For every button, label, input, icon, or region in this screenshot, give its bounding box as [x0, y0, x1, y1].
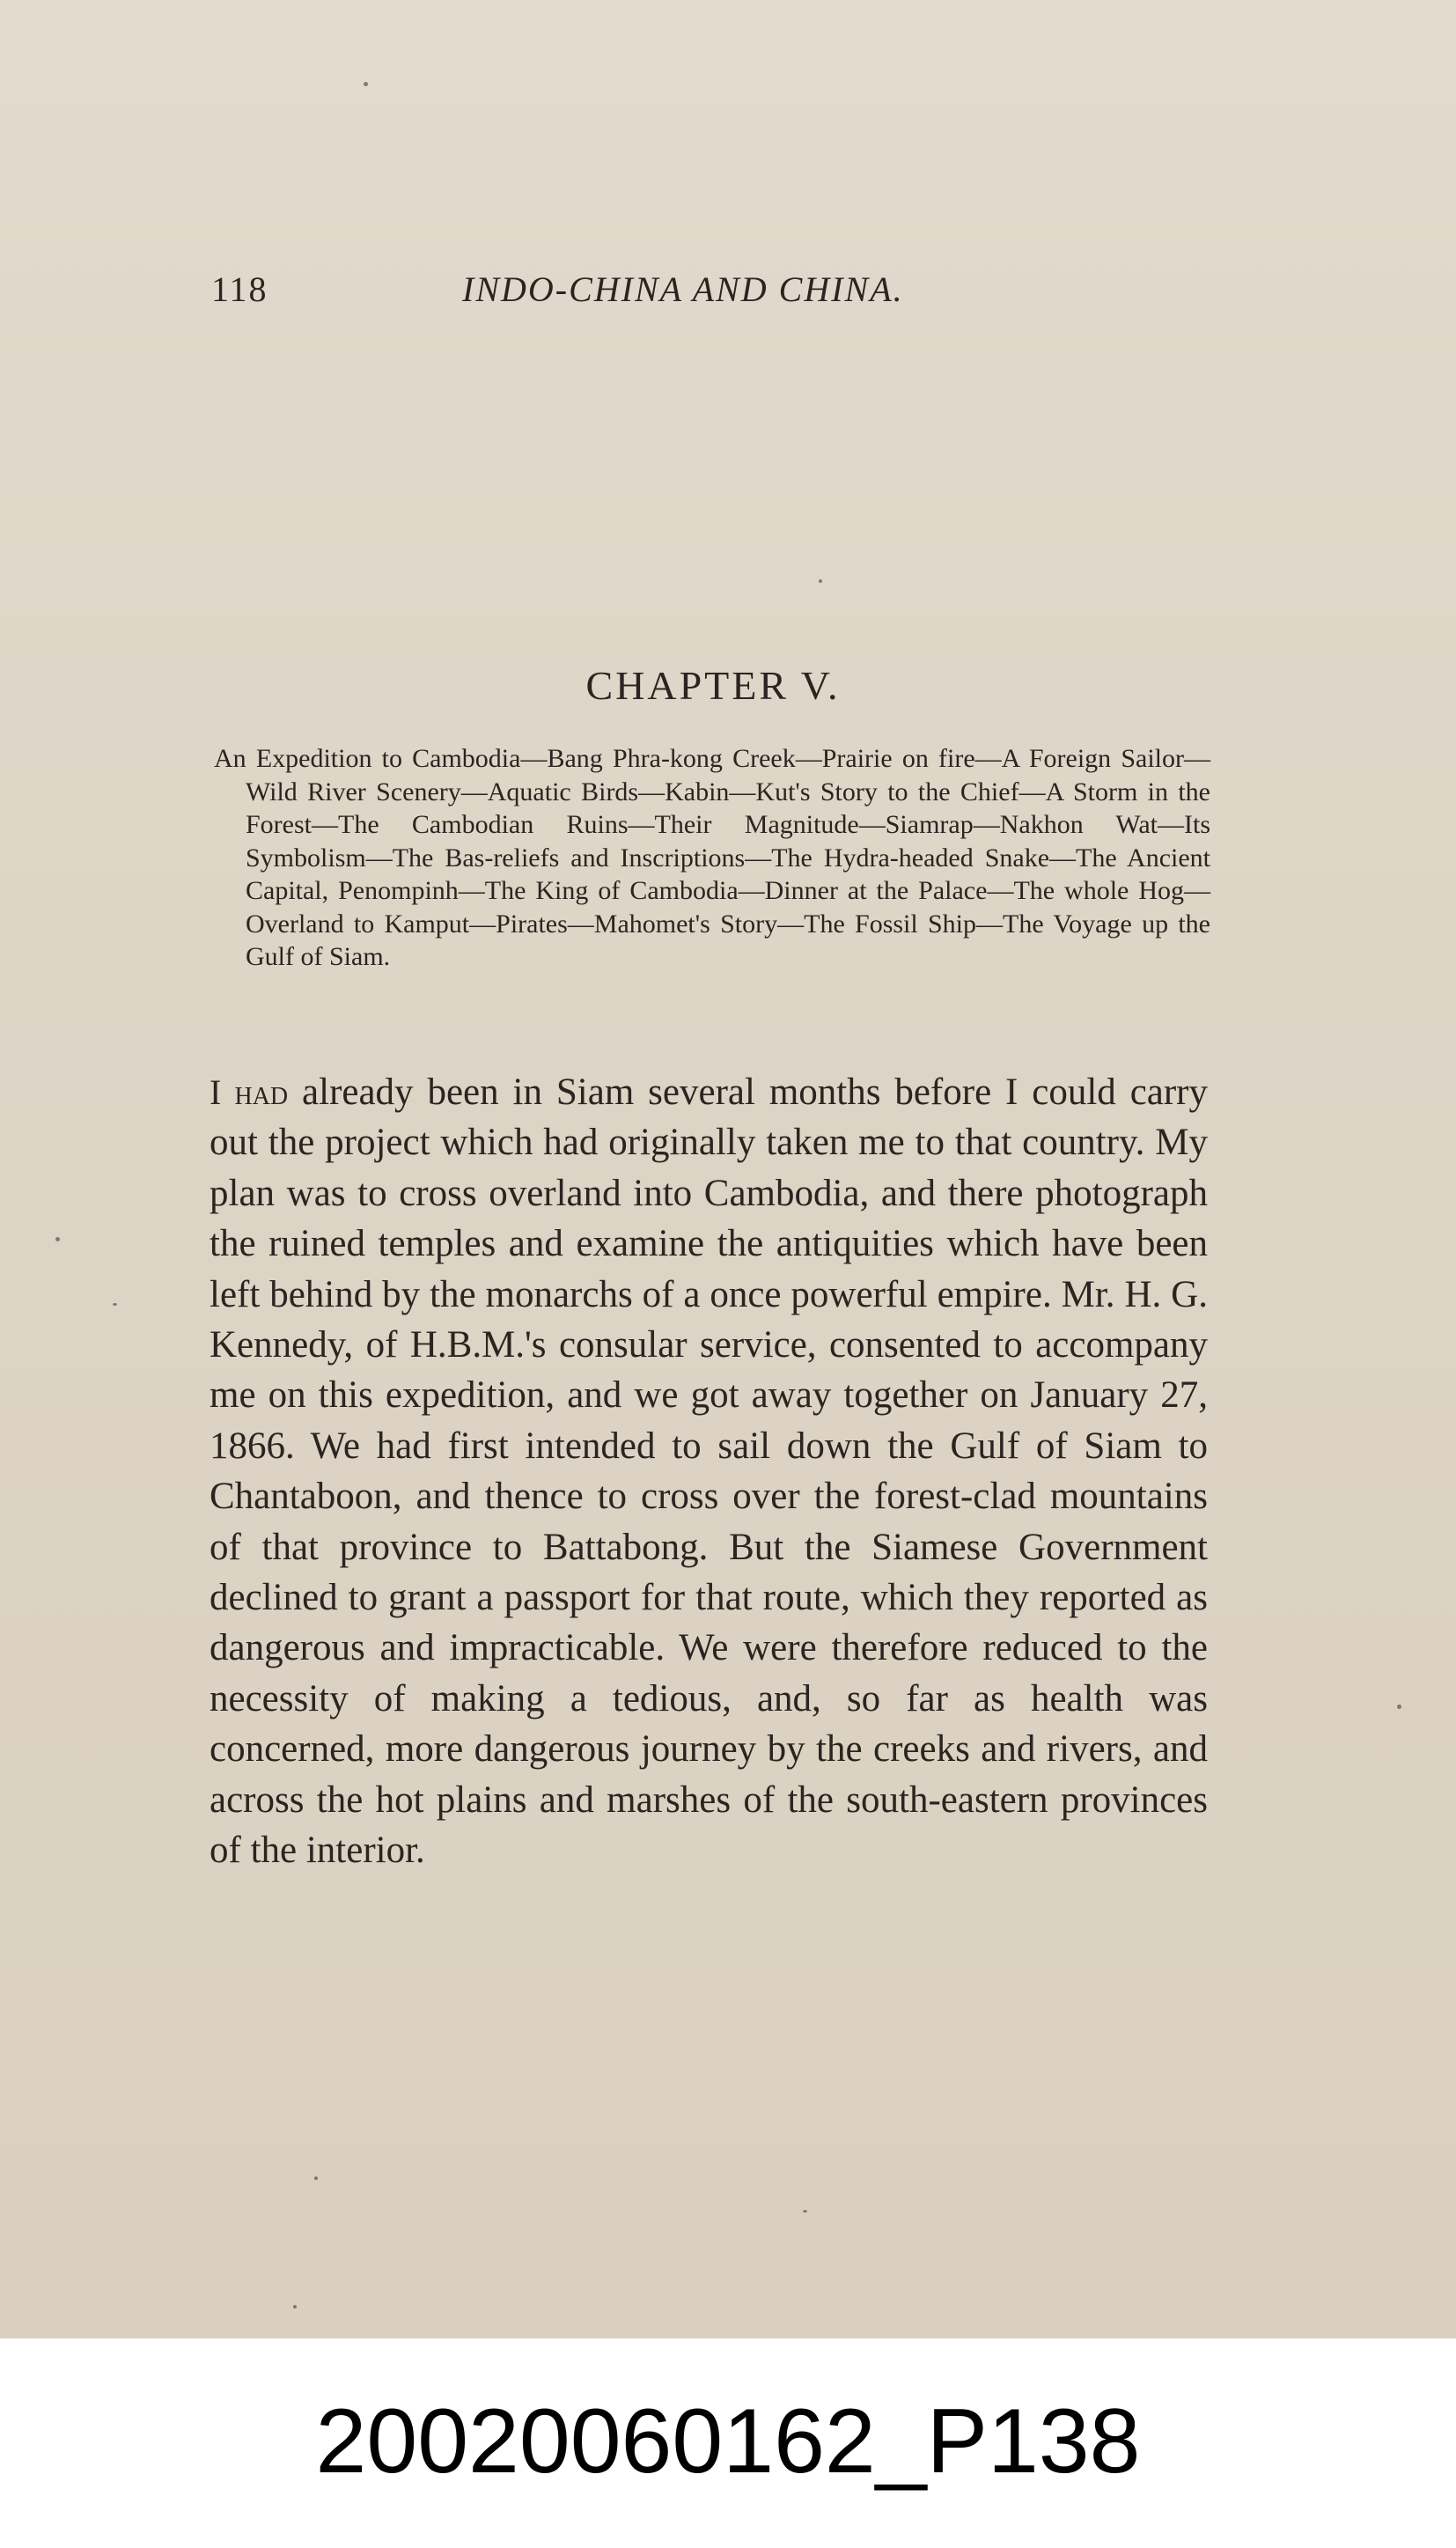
paper-speck: [819, 579, 822, 583]
body-lead-in: I had: [210, 1072, 289, 1112]
scan-label: 20020060162_P138: [315, 2390, 1141, 2493]
paper-speck: [364, 82, 368, 86]
chapter-synopsis: An Expedition to Cambodia—Bang Phra-kong Creek—Prairie on fire—A Foreign Sailor—Wild River Scenery—Aquatic Birds—Kabin—Kut's Story to the Chief—A Storm in the Forest—The Cambodian Ruins—Their Magnitude—Siamrap—Nakhon Wat—Its Symbolism—The Bas-reliefs and Inscriptions—The Hydra-headed Snake—The Ancient Capital, Penompinh—The King of Cambodia—Dinner at the Palace—The whole Hog—Overland to Kamput—Pirates—Mahomet's Story—The Fossil Ship—The Voyage up the Gulf of Siam.: [214, 744, 1210, 971]
paper-speck: [803, 2210, 807, 2213]
paper-speck: [1397, 1705, 1401, 1709]
body-paragraph: [210, 1067, 1208, 1876]
chapter-title: CHAPTER V.: [585, 663, 841, 708]
page-number: 118: [211, 269, 268, 309]
paper-speck: [314, 2176, 318, 2180]
running-title: INDO-CHINA AND CHINA.: [462, 269, 904, 309]
paper-speck: [113, 1303, 117, 1306]
paper-speck: [55, 1237, 60, 1241]
paper-speck: [293, 2305, 297, 2309]
page-header: [211, 269, 1215, 321]
scan-label-strip: [0, 2338, 1456, 2548]
body-paragraph-text: already been in Siam several months before I could carry out the project which had originally taken me to that country. My plan was to cross overland into Cambodia, and there photograph the ruined temples and examine the antiquities which have been left behind by the monarchs of a once powerful empire. Mr. H. G. Kennedy, of H.B.M.'s consular service, consented to accompany me on this expedition, and we got away together on January 27, 1866. We had first intended to sail down the Gulf of Siam to Chantaboon, and thence to cross over the forest-clad mountains of that province to Battabong. But the Siamese Government declined to grant a passport for that route, which they reported as dangerous and impracticable. We were therefore reduced to the necessity of making a tedious, and, so far as health was concerned, more dangerous journey by the creeks and rivers, and across the hot plains and marshes of the south-eastern provinces of the interior.: [210, 1071, 1209, 1872]
